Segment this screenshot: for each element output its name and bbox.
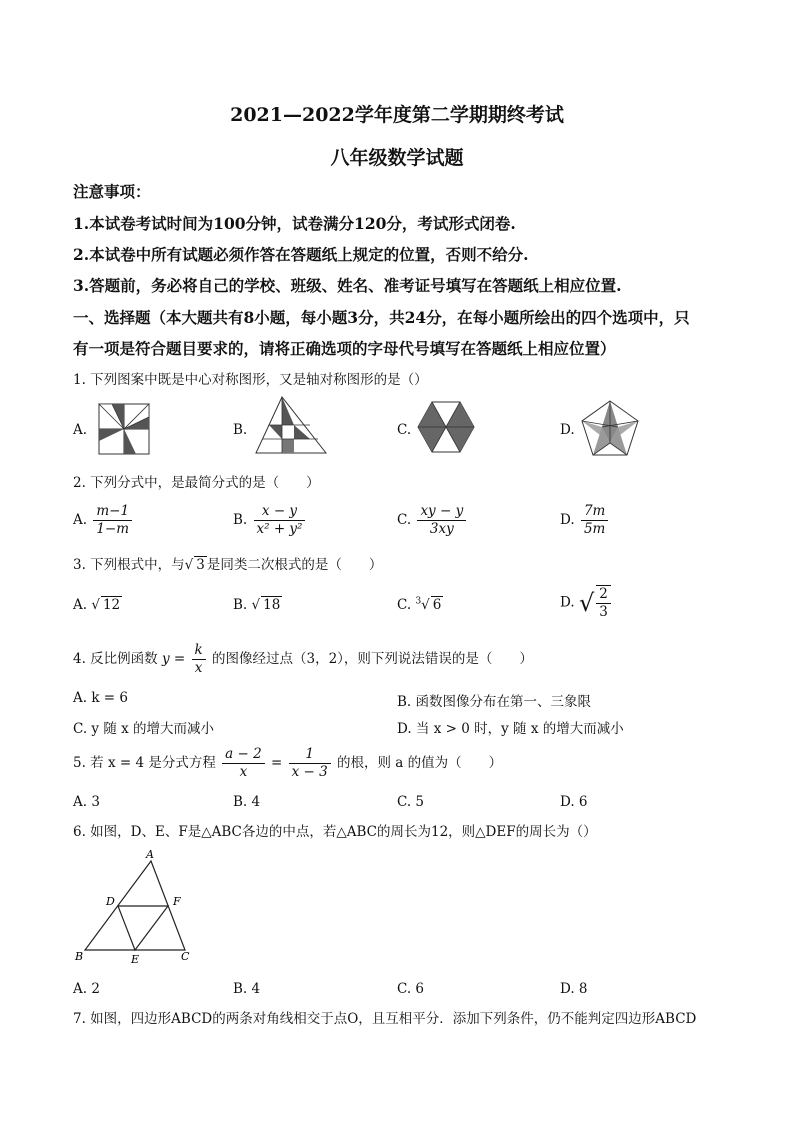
point-label-b: B (75, 950, 84, 963)
q3-stem: 3. 下列根式中，与√ 3 是同类二次根式的是（ ） (73, 557, 383, 573)
q2-option-c: C. $\frac{xy - y}{3xy}$ (397, 503, 468, 538)
pentagon-star-figure (580, 399, 640, 457)
q1-label-a: A. (73, 422, 88, 438)
q6-option-d: D. 8 (560, 981, 588, 997)
q2-option-a: A. $\frac{m-1}{1-m}$ (73, 503, 134, 538)
triangle-midpoint-figure (73, 847, 203, 967)
section1-line1: 一、选择题（本大题共有8小题，每小题3分，共24分，在每小题所绘出的四个选项中，只 (73, 308, 690, 327)
q5-option-b: B. 4 (233, 794, 261, 810)
q2-option-b: B. $\frac{x - y}{\text{x² + y²}}$ (233, 503, 307, 538)
exam-subtitle: 八年级数学试题 (330, 147, 464, 169)
q4-option-b: B. 函数图像分布在第一、三象限 (397, 694, 592, 710)
note-2: 2.本试卷中所有试题必须作答在答题纸上规定的位置，否则不给分. (73, 245, 529, 264)
q2-stem: 2. 下列分式中，是最简分式的是（ ） (73, 475, 320, 491)
q2-option-d: D. $\frac{7m}{5m}$ (560, 503, 610, 538)
q5-stem: 5. 若 x = 4 是分式方程 $\frac{a - 2}{x}$ = $\frac{1}{x - 3}$ 的根，则 a 的值为（ ） (73, 746, 503, 780)
q3-option-b: B. √ 18 (233, 597, 281, 613)
q6-stem: 6. 如图，D、E、F是△ABC各边的中点，若△ABC的周长为12，则△DEF的周长为（） (73, 824, 597, 840)
q5-option-a: A. 3 (73, 794, 100, 810)
exam-title: 2021—2022学年度第二学期期终考试 (230, 104, 564, 126)
point-label-a: A (146, 848, 154, 861)
point-label-c: C (181, 950, 190, 963)
point-label-e: E (131, 953, 140, 966)
q7-stem: 7. 如图，四边形ABCD的两条对角线相交于点O，且互相平分．添加下列条件，仍不能判定四边形ABCD (73, 1011, 697, 1027)
hexagon-figure (417, 400, 475, 454)
q1-label-b: B. (233, 422, 248, 438)
q1-label-d: D. (560, 422, 575, 438)
q4-stem: 4. 反比例函数 y = $\frac{k}{x}$ 的图像经过点（3，2），则下列说法错误的是（ ） (73, 642, 533, 676)
q1-label-c: C. (397, 422, 412, 438)
section1-line2: 有一项是符合题目要求的，请将正确选项的字母代号填写在答题纸上相应位置） (73, 339, 616, 358)
q3-option-a: A. √ 12 (73, 597, 121, 613)
point-label-f: F (173, 895, 181, 908)
q5-option-c: C. 5 (397, 794, 425, 810)
point-label-d: D (106, 895, 115, 908)
q5-option-d: D. 6 (560, 794, 588, 810)
note-1: 1.本试卷考试时间为100分钟，试卷满分120分，考试形式闭卷. (73, 214, 516, 233)
note-3: 3.答题前，务必将自己的学校、班级、姓名、准考证号填写在答题纸上相应位置. (73, 276, 622, 295)
q6-option-c: C. 6 (397, 981, 425, 997)
q6-option-a: A. 2 (73, 981, 100, 997)
notes-heading: 注意事项： (73, 182, 151, 201)
q4-option-a: A. k = 6 (73, 690, 128, 706)
q4-option-c: C. y 随 x 的增大而减小 (73, 721, 215, 737)
q4-option-d: D. 当 x > 0 时，y 随 x 的增大而减小 (397, 721, 624, 737)
q3-option-c: C. $^3$√ 6 (397, 596, 442, 613)
q3-option-d: D. √ $\frac{2}{3}$ (560, 585, 613, 621)
q6-option-b: B. 4 (233, 981, 261, 997)
triangle-pattern-figure (254, 395, 328, 457)
q1-stem: 1. 下列图案中既是中心对称图形，又是轴对称图形的是（） (73, 372, 428, 388)
pinwheel-figure (98, 403, 150, 455)
